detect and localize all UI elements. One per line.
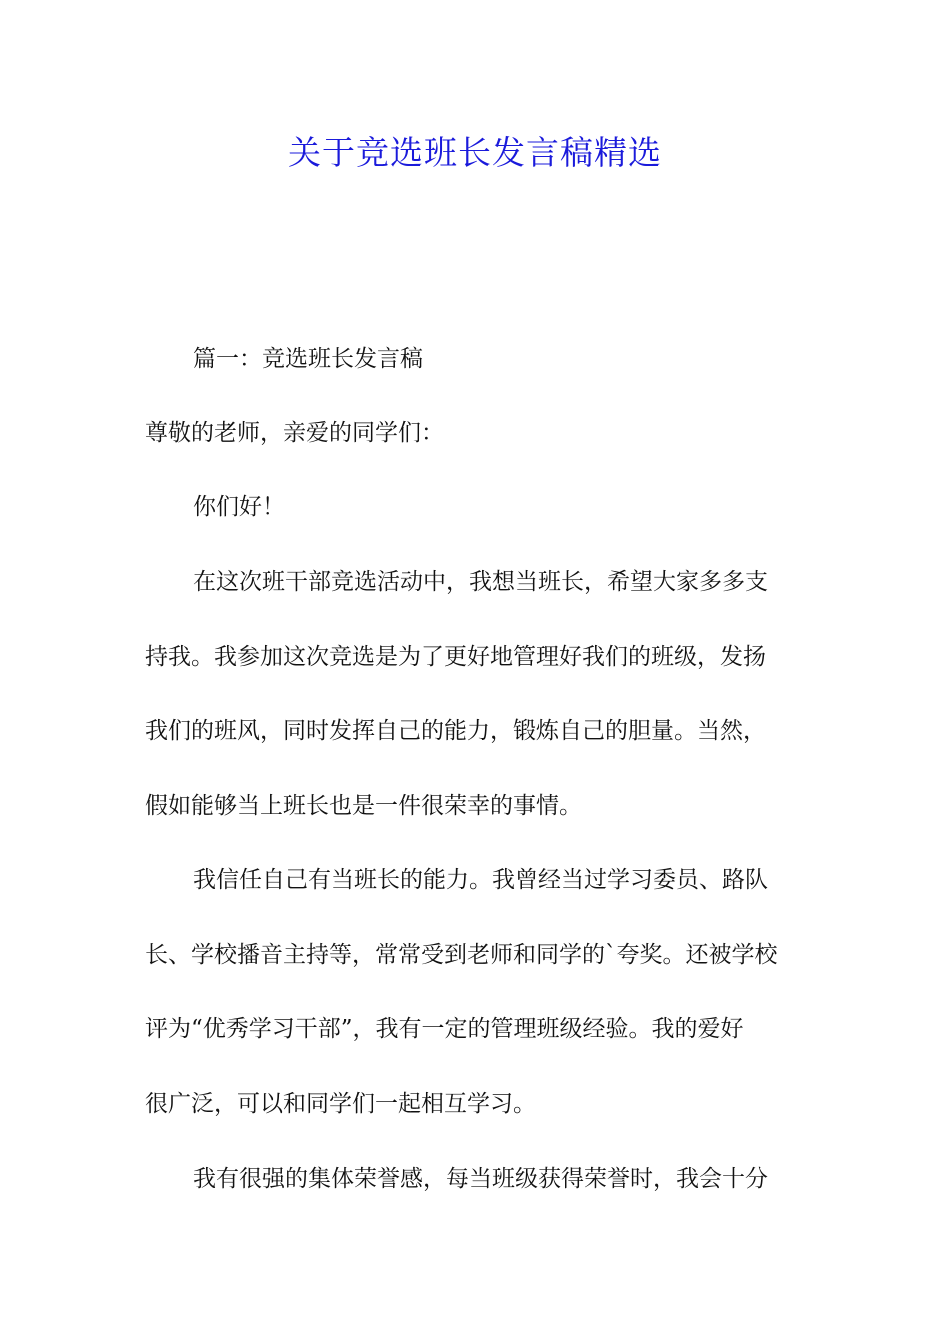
salutation-text: 尊敬的老师，亲爱的同学们：: [145, 420, 444, 446]
greeting: [145, 470, 810, 545]
paragraph-line: 持我。我参加这次竞选是为了更好地管理好我们的班级，发扬: [145, 643, 766, 670]
greeting-text: 你们好！: [193, 494, 285, 520]
paragraph-line: 我有很强的集体荣誉感，每当班级获得荣誉时，我会十分: [193, 1166, 768, 1192]
section-heading: [145, 322, 810, 397]
paragraph-line: 长、学校播音主持等，常常受到老师和同学的`夸奖。还被学校: [145, 941, 778, 968]
salutation: [145, 396, 810, 471]
paragraph-line: 我信任自己有当班长的能力。我曾经当过学习委员、路队: [193, 867, 768, 893]
paragraph-line: 在这次班干部竞选活动中，我想当班长，希望大家多多支: [193, 569, 768, 595]
paragraph-line: 评为“优秀学习干部”，我有一定的管理班级经验。我的爱好: [145, 1016, 744, 1042]
body-paragraph-2: [145, 843, 810, 1141]
paragraph-line: 我们的班风，同时发挥自己的能力，锻炼自己的胆量。当然，: [145, 718, 766, 744]
paragraph-line: 假如能够当上班长也是一件很荣幸的事情。: [145, 792, 582, 819]
body-paragraph-1: [145, 545, 810, 843]
paragraph-line: 很广泛，可以和同学们一起相互学习。: [145, 1090, 536, 1117]
body-paragraph-3: [145, 1142, 810, 1217]
section-heading-text: 篇一：竞选班长发言稿: [193, 346, 423, 372]
document-title: 关于竞选班长发言稿精选: [288, 133, 662, 172]
